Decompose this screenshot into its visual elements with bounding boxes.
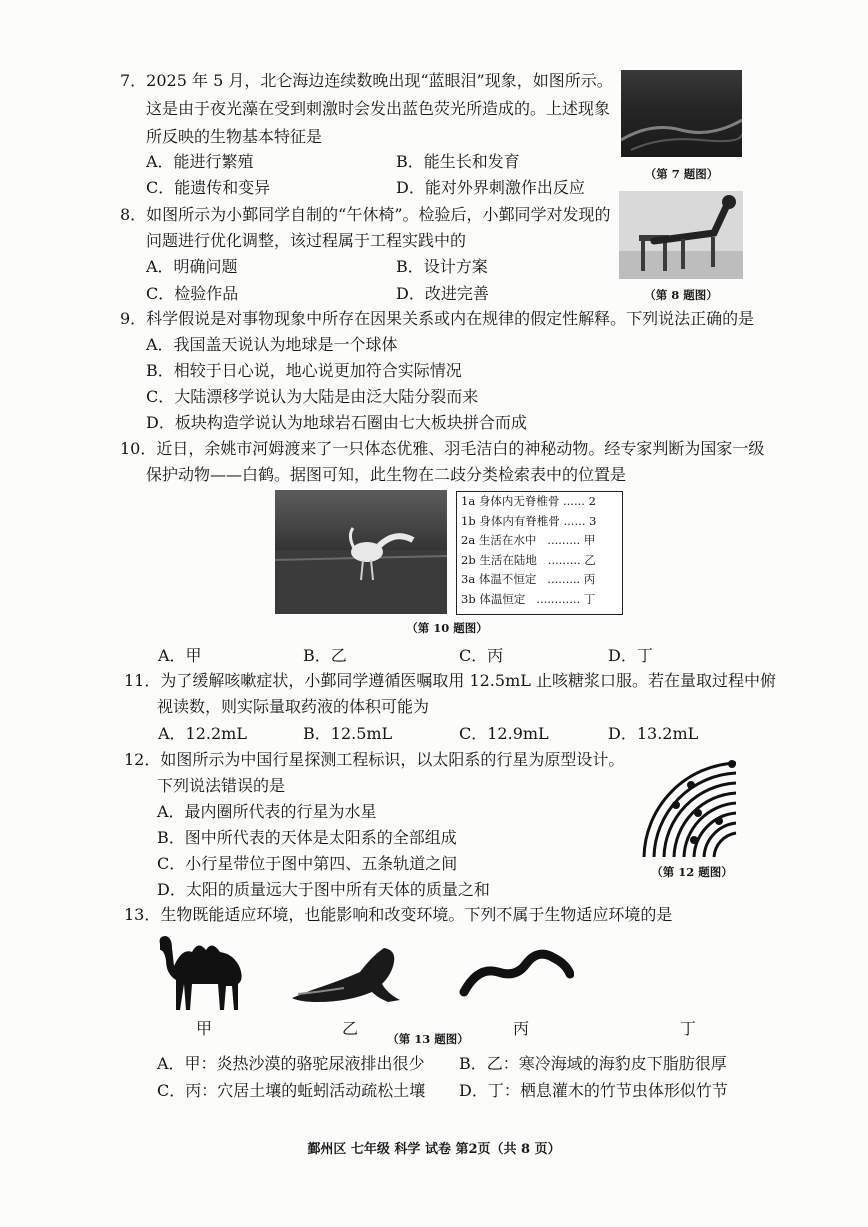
- q7-option-d: D．能对外界刺激作出反应: [396, 178, 585, 197]
- q8-option-d: D．改进完善: [396, 284, 489, 303]
- q8-stem-line1: 8．如图所示为小鄞同学自制的“午休椅”。检验后，小鄞同学对发现的: [120, 205, 611, 224]
- key-row: 2a 生活在水中 ......... 甲: [461, 533, 596, 547]
- q8-nap-chair-photo: [619, 191, 743, 279]
- q8-option-c: C．检验作品: [146, 284, 239, 303]
- q12-option-a: A．最内圈所代表的行星为水星: [157, 802, 377, 821]
- q12-stem-line2: 下列说法错误的是: [157, 776, 286, 795]
- q12-option-c: C．小行星带位于图中第四、五条轨道之间: [157, 854, 458, 873]
- q13-option-a: A．甲：炎热沙漠的骆驼尿液排出很少: [157, 1054, 425, 1073]
- q10-option-a: A．甲: [158, 646, 202, 665]
- key-row: 1a 身体内无脊椎骨 ...... 2: [461, 494, 596, 508]
- q10-stem-line2: 保护动物——白鹤。据图可知，此生物在二歧分类检索表中的位置是: [146, 465, 627, 484]
- q13-camel-image: [152, 930, 252, 1012]
- q7-blue-tears-photo: [621, 70, 742, 157]
- q9-stem: 9．科学假说是对事物现象中所存在因果关系或内在规律的假定性解释。下列说法正确的是: [120, 309, 755, 328]
- q7-option-a: A．能进行繁殖: [146, 152, 254, 171]
- q12-figure-caption: （第 12 题图）: [651, 865, 733, 879]
- q8-stem-line2: 问题进行优化调整，该过程属于工程实践中的: [146, 231, 467, 250]
- q13-option-d: D．丁：栖息灌木的竹节虫体形似竹节: [459, 1081, 728, 1100]
- q8-option-a: A．明确问题: [146, 257, 238, 276]
- q11-option-d: D．13.2mL: [608, 724, 699, 743]
- q13-label-yi: 乙: [342, 1019, 359, 1038]
- q13-earthworm-image: [458, 942, 574, 998]
- q12-option-d: D．太阳的质量远大于图中所有天体的质量之和: [157, 880, 490, 899]
- q9-option-d: D．板块构造学说认为地球岩石圈由七大板块拼合而成: [146, 413, 527, 432]
- q13-stem: 13．生物既能适应环境，也能影响和改变环境。下列不属于生物适应环境的是: [124, 905, 673, 924]
- q13-option-c: C．丙：穴居土壤的蚯蚓活动疏松土壤: [157, 1081, 426, 1100]
- q11-option-c: C．12.9mL: [459, 724, 549, 743]
- q13-figure-caption: （第 13 题图）: [387, 1032, 469, 1046]
- q11-option-a: A．12.2mL: [158, 724, 247, 743]
- q7-figure-caption: （第 7 题图）: [644, 167, 719, 181]
- q10-option-b: B．乙: [303, 646, 347, 665]
- q12-stem-line1: 12．如图所示为中国行星探测工程标识，以太阳系的行星为原型设计。: [124, 750, 625, 769]
- key-row: 3b 体温恒定 ............ 丁: [461, 591, 596, 606]
- q9-option-b: B．相较于日心说，地心说更加符合实际情况: [146, 361, 462, 380]
- q9-option-c: C．大陆漂移学说认为大陆是由泛大陆分裂而来: [146, 387, 479, 406]
- q10-figure-caption: （第 10 题图）: [406, 621, 488, 635]
- q13-label-ding: 丁: [680, 1019, 697, 1038]
- q10-stem-line1: 10．近日，余姚市河姆渡来了一只体态优雅、羽毛洁白的神秘动物。经专家判断为国家一级: [120, 439, 765, 458]
- q10-option-c: C．丙: [459, 646, 504, 665]
- key-row: 1b 身体内有脊椎骨 ...... 3: [461, 513, 597, 528]
- q9-option-a: A．我国盖天说认为地球是一个球体: [146, 335, 398, 354]
- q10-dichotomous-key: [456, 491, 623, 615]
- q7-stem-line2: 这是由于夜光藻在受到刺激时会发出蓝色荧光所造成的。上述现象: [146, 99, 611, 118]
- key-row: 2b 生活在陆地 ......... 乙: [461, 552, 596, 567]
- q13-label-bing: 丙: [513, 1019, 530, 1038]
- q11-option-b: B．12.5mL: [303, 724, 393, 743]
- page-footer: 鄞州区 七年级 科学 试卷 第2页（共 8 页）: [307, 1142, 561, 1157]
- q8-figure-caption: （第 8 题图）: [644, 288, 718, 302]
- key-row: 3a 体温不恒定 ......... 丙: [461, 572, 596, 586]
- q10-option-d: D．丁: [608, 646, 653, 665]
- q12-planet-exploration-logo: [636, 757, 748, 863]
- q7-option-b: B．能生长和发育: [396, 152, 520, 171]
- q10-white-crane-photo: [275, 490, 447, 614]
- q12-option-b: B．图中所代表的天体是太阳系的全部组成: [157, 828, 457, 847]
- q13-seal-image: [288, 944, 402, 1008]
- q13-label-jia: 甲: [196, 1019, 213, 1038]
- q13-option-b: B．乙：寒冷海域的海豹皮下脂肪很厚: [459, 1054, 727, 1073]
- q11-stem-line1: 11．为了缓解咳嗽症状，小鄞同学遵循医嘱取用 12.5mL 止咳糖浆口服。若在量取过程中俯: [124, 671, 776, 690]
- q7-option-c: C．能遗传和变异: [146, 178, 271, 197]
- q8-option-b: B．设计方案: [396, 257, 488, 276]
- q11-stem-line2: 视读数，则实际量取药液的体积可能为: [157, 697, 430, 716]
- q7-stem-line1: 7．2025 年 5 月，北仑海边连续数晚出现“蓝眼泪”现象，如图所示。: [120, 71, 613, 90]
- q7-stem-line3: 所反映的生物基本特征是: [146, 127, 323, 146]
